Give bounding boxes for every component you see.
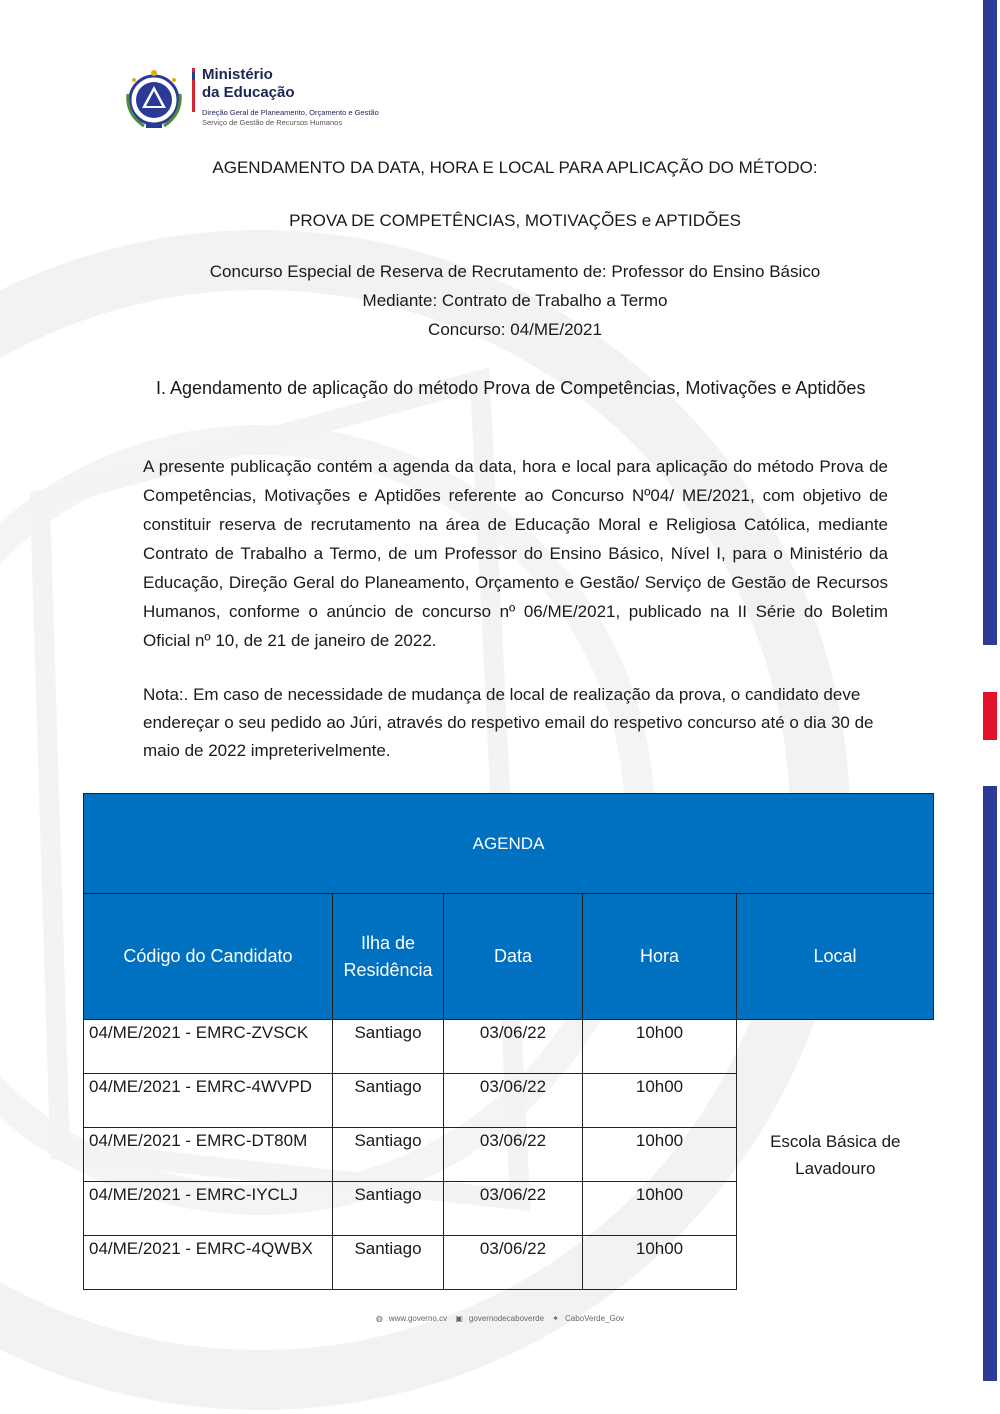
candidate-code: 04/ME/2021 - EMRC-4QWBX <box>84 1236 333 1290</box>
logo-directorate: Direção Geral de Planeamento, Orçamento e Gestão <box>202 108 379 117</box>
location: Escola Básica de Lavadouro <box>737 1020 934 1290</box>
time: 10h00 <box>583 1182 737 1236</box>
island: Santiago <box>333 1020 444 1074</box>
facebook-icon: ▣ <box>455 1314 463 1323</box>
agenda-title: AGENDA <box>84 794 934 894</box>
intro-paragraph: A presente publicação contém a agenda da data, hora e local para aplicação do método Prova de Competências, Motivações e Aptidões referente ao Concurso Nº04/ ME/2021, com objetivo de constituir reserva de recrutamento na área de Educação Moral e Religiosa Católica, mediante Contrato de Trabalho a Termo, de um Professor do Ensino Básico, Nível I, para o Ministério da Educação, Direção Geral do Planeamento, Orçamento e Gestão/ Serviço de Gestão de Recursos Humanos, conforme o anúncio de concurso nº 06/ME/2021, publicado na II Série do Boletim Oficial nº 10, de 21 de janeiro de 2022. <box>143 457 888 650</box>
date: 03/06/22 <box>444 1182 583 1236</box>
title-line-5: Concurso: 04/ME/2021 <box>428 320 602 339</box>
time: 10h00 <box>583 1020 737 1074</box>
date: 03/06/22 <box>444 1236 583 1290</box>
time: 10h00 <box>583 1074 737 1128</box>
title-line-1: AGENDAMENTO DA DATA, HORA E LOCAL PARA APLICAÇÃO DO MÉTODO: <box>212 158 818 177</box>
side-stripe-blue-bottom <box>983 786 997 1381</box>
twitter-icon: ✦ <box>552 1314 559 1323</box>
column-header-location: Local <box>737 894 934 1020</box>
column-header-time: Hora <box>583 894 737 1020</box>
globe-icon: ◍ <box>375 1314 383 1323</box>
date: 03/06/22 <box>444 1020 583 1074</box>
time: 10h00 <box>583 1128 737 1182</box>
footer-twitter[interactable]: CaboVerde_Gov <box>564 1314 625 1323</box>
logo-service: Serviço de Gestão de Recursos Humanos <box>202 118 343 127</box>
candidate-code: 04/ME/2021 - EMRC-4WVPD <box>84 1074 333 1128</box>
footer-website[interactable]: www.governo.cv <box>388 1314 448 1323</box>
island: Santiago <box>333 1182 444 1236</box>
column-header-code: Código do Candidato <box>84 894 333 1020</box>
title-line-2: PROVA DE COMPETÊNCIAS, MOTIVAÇÕES e APTIDÕES <box>289 211 741 230</box>
date: 03/06/22 <box>444 1074 583 1128</box>
agenda-table <box>83 793 934 1290</box>
logo-ministry-line2: da Educação <box>202 84 295 101</box>
title-line-3: Concurso Especial de Reserva de Recrutamento de: Professor do Ensino Básico <box>209 262 821 281</box>
logo-bar-blue <box>192 72 195 80</box>
island: Santiago <box>333 1128 444 1182</box>
footer-facebook[interactable]: governodecaboverde <box>468 1314 545 1323</box>
island: Santiago <box>333 1074 444 1128</box>
table-row <box>84 1020 934 1074</box>
candidate-code: 04/ME/2021 - EMRC-DT80M <box>84 1128 333 1182</box>
side-stripe-red <box>983 692 997 740</box>
ministry-logo <box>118 64 418 136</box>
footer <box>0 1314 1000 1323</box>
title-line-4: Mediante: Contrato de Trabalho a Termo <box>362 291 668 310</box>
candidate-code: 04/ME/2021 - EMRC-ZVSCK <box>84 1020 333 1074</box>
column-header-island: Ilha de Residência <box>333 894 444 1020</box>
logo-ministry-line1: Ministério <box>202 66 273 83</box>
time: 10h00 <box>583 1236 737 1290</box>
column-header-date: Data <box>444 894 583 1020</box>
section-heading: I. Agendamento de aplicação do método Prova de Competências, Motivações e Aptidões <box>156 378 866 398</box>
date: 03/06/22 <box>444 1128 583 1182</box>
candidate-code: 04/ME/2021 - EMRC-IYCLJ <box>84 1182 333 1236</box>
island: Santiago <box>333 1236 444 1290</box>
coat-of-arms-icon <box>118 64 190 136</box>
note-paragraph: Nota:. Em caso de necessidade de mudança de local de realização da prova, o candidato deve endereçar o seu pedido ao Júri, através do respetivo email do respetivo concurso até o dia 30 de maio de 2022 impreterivelmente. <box>143 685 874 760</box>
